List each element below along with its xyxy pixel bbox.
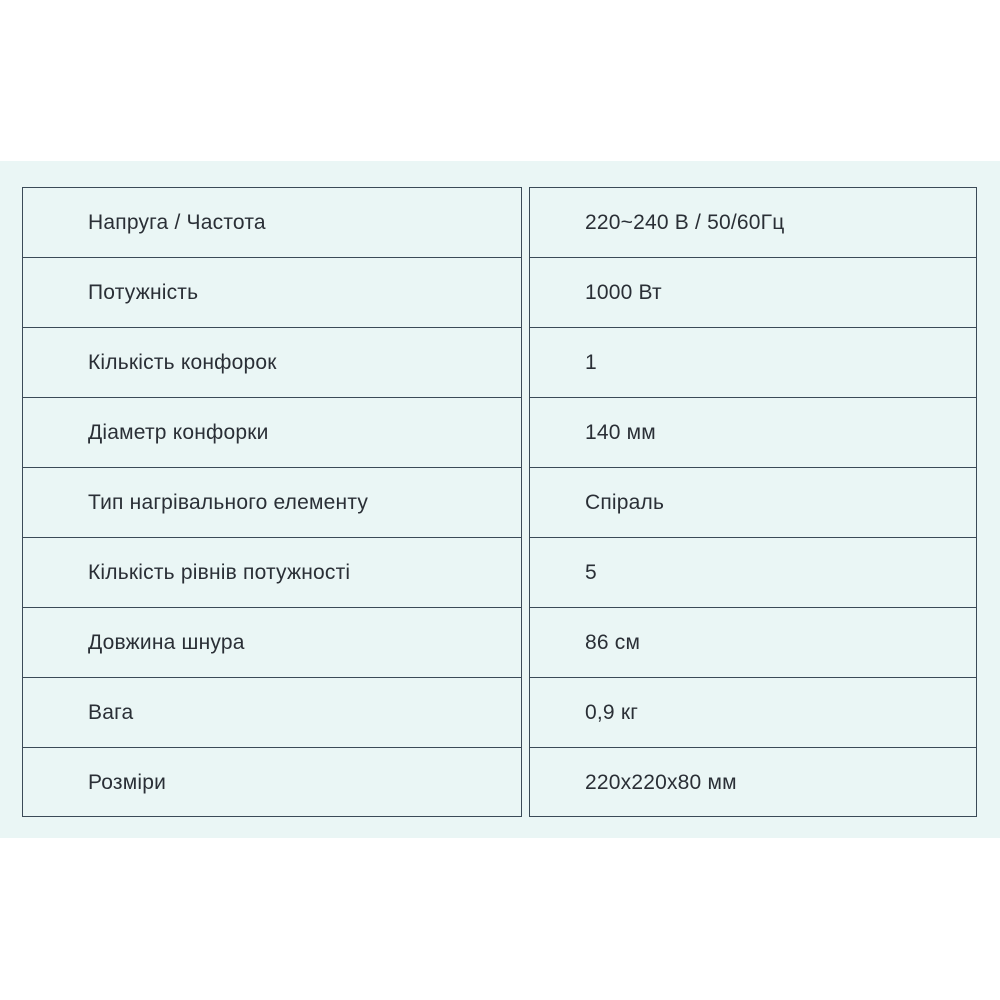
spec-label-power-levels: Кількість рівнів потужності [23, 538, 521, 608]
spec-label-power: Потужність [23, 258, 521, 328]
spec-values-column [529, 187, 977, 817]
spec-label-weight: Вага [23, 678, 521, 748]
spec-value-burner-diameter: 140 мм [530, 398, 976, 468]
spec-label-cord-length: Довжина шнура [23, 608, 521, 678]
spec-value-weight: 0,9 кг [530, 678, 976, 748]
spec-value-voltage-frequency: 220~240 В / 50/60Гц [530, 188, 976, 258]
spec-value-power: 1000 Вт [530, 258, 976, 328]
spec-value-power-levels: 5 [530, 538, 976, 608]
spec-label-burner-diameter: Діаметр конфорки [23, 398, 521, 468]
spec-value-burner-count: 1 [530, 328, 976, 398]
spec-label-heating-element-type: Тип нагрівального елементу [23, 468, 521, 538]
spec-label-burner-count: Кількість конфорок [23, 328, 521, 398]
spec-value-heating-element-type: Спіраль [530, 468, 976, 538]
spec-value-dimensions: 220x220x80 мм [585, 771, 737, 794]
spec-labels-column [22, 187, 522, 817]
spec-label-dimensions: Розміри [88, 771, 167, 794]
spec-value-cord-length: 86 см [530, 608, 976, 678]
spec-label-voltage-frequency: Напруга / Частота [23, 188, 521, 258]
